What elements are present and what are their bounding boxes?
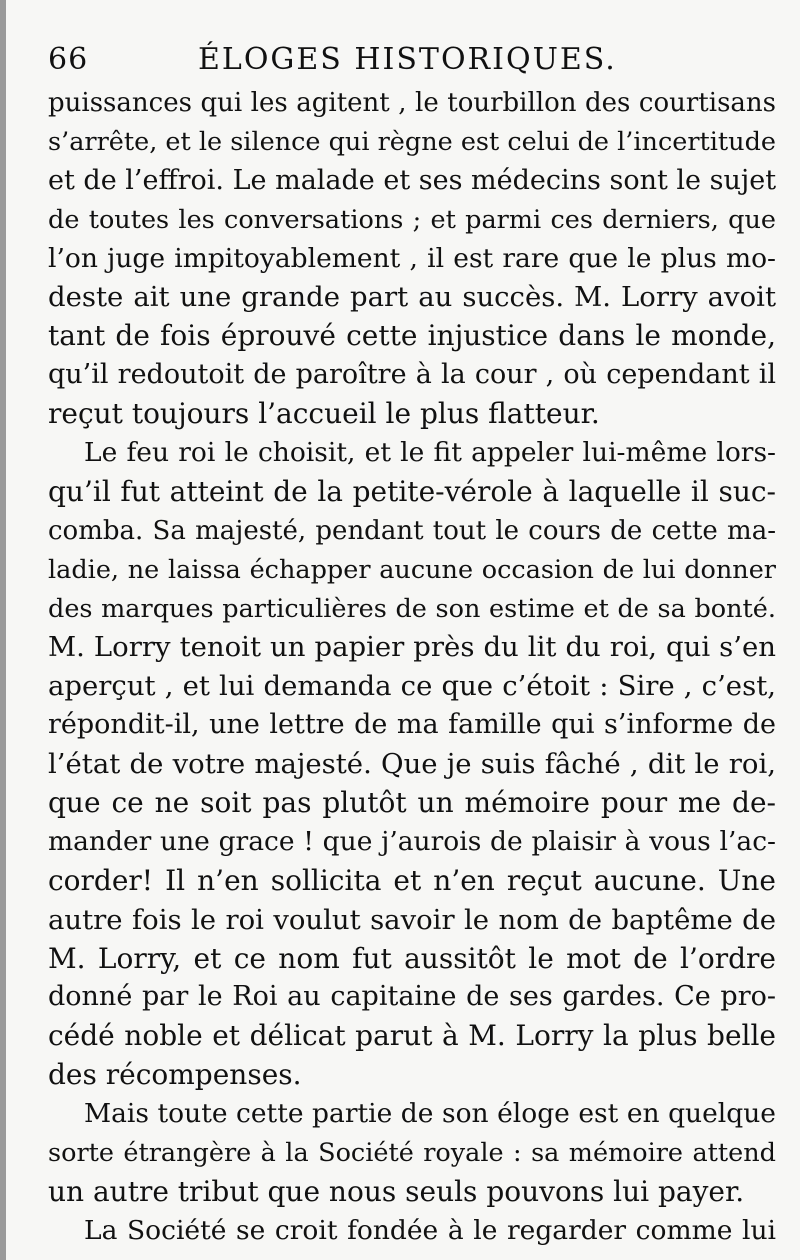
text-line: tant de fois éprouvé cette injustice dans le monde, (48, 319, 776, 353)
paragraph-start-line: Mais toute cette partie de son éloge est en quelque (84, 1098, 776, 1130)
text-line: et de l’effroi. Le malade et ses médecins sont le sujet (48, 164, 777, 196)
text-line: mander une grace ! que j’aurois de plaisir à vous l’ac- (48, 825, 776, 857)
text-line: M. Lorry tenoit un papier près du lit du roi, qui s’en (48, 631, 776, 664)
text-line: donné par le Roi au capitaine de ses gardes. Ce pro- (48, 981, 776, 1013)
text-line: répondit-il, une lettre de ma famille qui s’informe de (48, 709, 776, 741)
text-line: corder! Il n’en sollicita et n’en reçut aucune. Une (48, 863, 776, 897)
text-line: s’arrête, et le silence qui règne est celui de l’incertitude (48, 126, 776, 157)
page-number: 66 (48, 42, 89, 77)
text-line: des récompenses. (48, 1058, 302, 1092)
text-line: autre fois le roi voulut savoir le nom de baptême de (48, 903, 776, 936)
text-line: aperçut , et lui demanda ce que c’étoit : Sire , c’est, (48, 670, 776, 703)
text-line: des marques particulières de son estime et de sa bonté. (48, 593, 776, 624)
text-line: l’on juge impitoyablement , il est rare que le plus mo- (48, 242, 776, 274)
paragraph-start-line: Le feu roi le choisit, et le fit appeler lui-même lors- (84, 437, 776, 469)
text-line: sorte étrangère à la Société royale : sa mémoire attend (48, 1138, 776, 1169)
body-text (48, 84, 776, 1251)
text-line: de toutes les conversations ; et parmi ces derniers, que (48, 204, 776, 235)
text-line: reçut toujours l’accueil le plus flatteur. (48, 397, 600, 431)
text-line: deste ait une grande part au succès. M. Lorry avoit (48, 281, 776, 314)
text-line: l’état de votre majesté. Que je suis fâché , dit le roi, (48, 748, 776, 781)
page-edge-shadow (0, 0, 6, 1260)
text-line: M. Lorry, et ce nom fut aussitôt le mot de l’ordre (48, 941, 776, 975)
text-line: ladie, ne laissa échapper aucune occasion de lui donner (48, 554, 776, 585)
text-line: qu’il redoutoit de paroître à la cour , où cependant il (48, 359, 776, 391)
text-line: comba. Sa majesté, pendant tout le cours de cette ma- (48, 515, 776, 546)
text-line: que ce ne soit pas plutôt un mémoire pour me de- (48, 786, 776, 820)
paragraph-start-line: La Société se croit fondée à le regarder comme lui (84, 1214, 776, 1246)
text-line: un autre tribut que nous seuls pouvons lui payer. (48, 1174, 745, 1208)
text-line: cédé noble et délicat parut à M. Lorry la plus belle (48, 1019, 776, 1053)
text-line: qu’il fut atteint de la petite-vérole à laquelle il suc- (48, 474, 776, 508)
page-header (48, 38, 748, 88)
running-title: ÉLOGES HISTORIQUES. (198, 42, 617, 77)
text-line: puissances qui les agitent , le tourbillon des courtisans (48, 88, 776, 118)
